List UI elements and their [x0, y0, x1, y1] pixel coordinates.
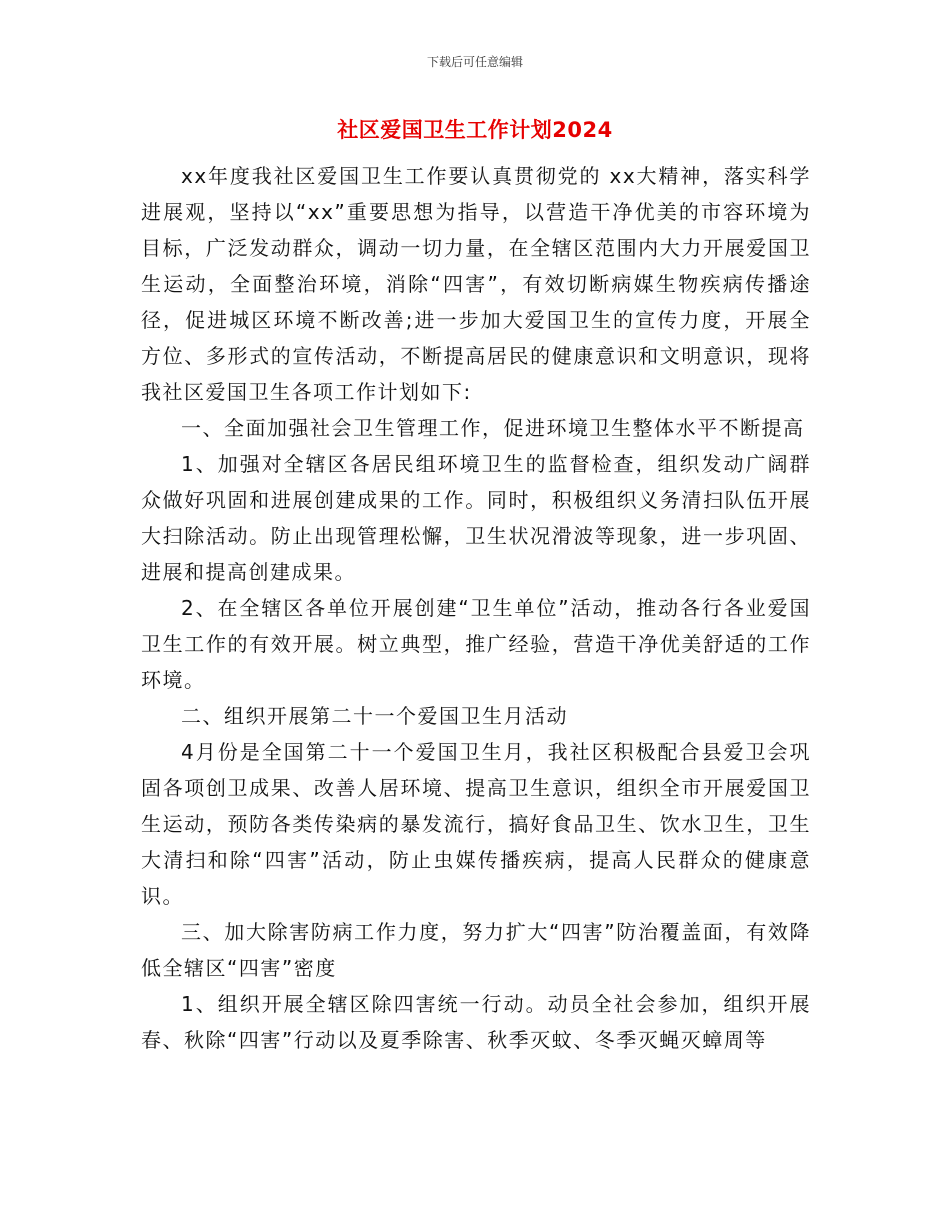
paragraph-intro: xx年度我社区爱国卫生工作要认真贯彻党的 xx大精神，落实科学进展观，坚持以“xx”重要思想为指导，以营造干净优美的市容环境为目标，广泛发动群众，调动一切力量，在全辖区范围内大力开展爱国卫生运动，全面整治环境，消除“四害”，有效切断病媒生物疾病传播途径，促进城区环境不断改善;进一步加大爱国卫生的宣传力度，开展全方位、多形式的宣传活动，不断提高居民的健康意识和文明意识，现将我社区爱国卫生各项工作计划如下: — [141, 164, 811, 404]
paragraph-1-1: 1、加强对全辖区各居民组环境卫生的监督检查，组织发动广阔群众做好巩固和进展创建成果的工作。同时，积极组织义务清扫队伍开展大扫除活动。防止出现管理松懈，卫生状况滑波等现象，进一步巩固、进展和提高创建成果。 — [141, 452, 811, 584]
paragraph-3-1: 1、组织开展全辖区除四害统一行动。动员全社会参加，组织开展春、秋除“四害”行动以及夏季除害、秋季灭蚊、冬季灭蝇灭蟑周等 — [141, 992, 811, 1052]
document-title: 社区爱国卫生工作计划2024 — [337, 118, 613, 142]
paragraph-1-2: 2、在全辖区各单位开展创建“卫生单位”活动，推动各行各业爱国卫生工作的有效开展。树立典型，推广经验，营造干净优美舒适的工作环境。 — [141, 596, 811, 692]
section-heading-1: 一、全面加强社会卫生管理工作，促进环境卫生整体水平不断提高 — [181, 416, 805, 440]
section-heading-2: 二、组织开展第二十一个爱国卫生月活动 — [181, 704, 568, 728]
section-heading-3: 三、加大除害防病工作力度，努力扩大“四害”防治覆盖面，有效降低全辖区“四害”密度 — [141, 920, 811, 980]
paragraph-2: 4月份是全国第二十一个爱国卫生月，我社区积极配合县爱卫会巩固各项创卫成果、改善人居环境、提高卫生意识，组织全市开展爱国卫生运动，预防各类传染病的暴发流行，搞好食品卫生、饮水卫生，卫生大清扫和除“四害”活动，防止虫媒传播疾病，提高人民群众的健康意识。 — [141, 740, 811, 908]
document-body — [141, 158, 811, 1058]
header-note: 下载后可任意编辑 — [426, 55, 523, 69]
